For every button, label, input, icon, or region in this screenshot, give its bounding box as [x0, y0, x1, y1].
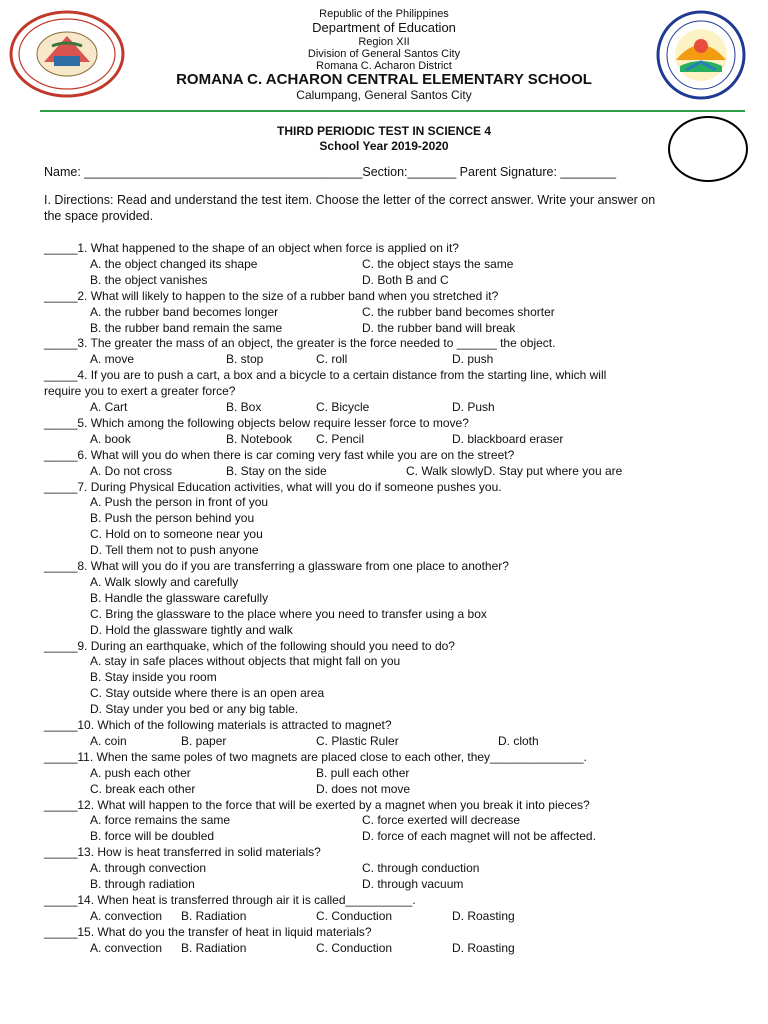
question-3-option: D. push	[452, 352, 494, 367]
question-4-cont: require you to exert a greater force?	[44, 384, 236, 399]
question-4-option: C. Bicycle	[316, 400, 370, 414]
question-12-option: D. force of each magnet will not be affected.	[362, 829, 596, 844]
student-info-line: Name: ________________________________________Section:_______ Parent Signature: ________	[44, 165, 617, 179]
question-9-option: B. Stay inside you room	[90, 670, 217, 685]
question-13-option: A. through convection	[90, 861, 207, 876]
question-1-option: C. the object stays the same	[362, 256, 514, 271]
directions-line-2: the space provided.	[44, 209, 154, 223]
directions-number: I	[44, 193, 48, 207]
question-15: _____15. What do you the transfer of heat in liquid materials?	[44, 924, 372, 939]
address-line: Calumpang, General Santos City	[296, 88, 472, 102]
question-5-option: C. Pencil	[316, 431, 365, 446]
question-14-option: D. Roasting	[452, 908, 515, 923]
question-11-option: B. pull each other	[316, 765, 410, 780]
question-4-option: D. Push	[452, 400, 495, 414]
question-2-option: B. the rubber band remain the same	[90, 320, 283, 335]
question-11-option: A. push each other	[90, 765, 191, 780]
question-12: _____12. What will happen to the force that will be exerted by a magnet when you break it into pieces?	[44, 797, 590, 812]
directions-text: . Directions: Read and understand the test item. Choose the letter of the correct answer. Write your answer on	[47, 193, 656, 207]
question-10-option: B. paper	[181, 733, 227, 748]
question-7-option: B. Push the person behind you	[90, 511, 255, 526]
question-8-option: C. Bring the glassware to the place where you need to transfer using a box	[90, 606, 487, 621]
question-3-option: C. roll	[316, 352, 348, 367]
question-6-option: A. Do not cross	[90, 463, 173, 478]
question-14-option: A. convection	[90, 908, 163, 923]
question-15-option: D. Roasting	[452, 940, 515, 955]
question-13: _____13. How is heat transferred in solid materials?	[44, 845, 321, 860]
region-line: Region XII	[358, 36, 410, 48]
question-2-option: A. the rubber band becomes longer	[90, 304, 279, 319]
question-3-option: A. move	[90, 352, 135, 367]
question-10-option: A. coin	[90, 733, 127, 748]
question-1-option: D. Both B and C	[362, 272, 449, 287]
question-7-option: A. Push the person in front of you	[90, 495, 269, 510]
question-8-option: D. Hold the glassware tightly and walk	[90, 622, 293, 637]
question-8-option: A. Walk slowly and carefully	[90, 574, 239, 589]
question-8-option: B. Handle the glassware carefully	[90, 590, 269, 605]
question-4: _____4. If you are to push a cart, a box and a bicycle to a certain distance from the starting line, which will	[44, 368, 607, 383]
question-2-option: C. the rubber band becomes shorter	[362, 304, 555, 319]
question-14-option: B. Radiation	[181, 908, 247, 923]
question-13-option: B. through radiation	[90, 877, 195, 891]
question-10-option: D. cloth	[498, 733, 539, 748]
question-11-option: D. does not move	[316, 781, 411, 796]
question-3: _____3. The greater the mass of an object, the greater is the force needed to ______ the object.	[44, 336, 556, 351]
header-divider	[40, 110, 745, 112]
question-2-option: D. the rubber band will break	[362, 320, 516, 335]
question-6-option: C. Walk slowlyD. Stay put where you are	[406, 463, 623, 478]
question-9: _____9. During an earthquake, which of the following should you need to do?	[44, 638, 455, 653]
republic-line: Republic of the Philippines	[319, 8, 449, 20]
directions-line-1	[44, 192, 655, 208]
question-1-option: B. the object vanishes	[90, 272, 208, 287]
school-name: ROMANA C. ACHARON CENTRAL ELEMENTARY SCHOOL	[176, 71, 592, 88]
question-5-option: D. blackboard eraser	[452, 431, 564, 446]
department-line: Department of Education	[312, 20, 456, 35]
question-1-option: A. the object changed its shape	[90, 256, 258, 271]
question-9-option: D. Stay under you bed or any big table.	[90, 702, 299, 717]
question-9-option: A. stay in safe places without objects that might fall on you	[90, 654, 401, 669]
question-10-option: C. Plastic Ruler	[316, 733, 399, 748]
question-11: _____11. When the same poles of two magnets are placed close to each other, they______________.	[44, 749, 587, 764]
question-7: _____7. During Physical Education activities, what will you do if someone pushes you.	[44, 479, 502, 494]
question-11-option: C. break each other	[90, 781, 196, 796]
question-6: _____6. What will you do when there is car coming very fast while you are on the street?	[44, 447, 515, 462]
question-4-option: B. Box	[226, 400, 262, 414]
question-8: _____8. What will you do if you are transferring a glassware from one place to another?	[44, 559, 509, 573]
district-line: Romana C. Acharon District	[316, 60, 452, 72]
question-4-option: A. Cart	[90, 400, 128, 414]
question-15-option: B. Radiation	[181, 940, 247, 955]
question-12-option: C. force exerted will decrease	[362, 813, 521, 828]
division-line: Division of General Santos City	[307, 48, 461, 60]
question-7-option: D. Tell them not to push anyone	[90, 543, 259, 558]
question-13-option: C. through conduction	[362, 861, 480, 876]
question-14-option: C. Conduction	[316, 908, 393, 923]
question-14: _____14. When heat is transferred through air it is called__________.	[44, 892, 416, 907]
question-2: _____2. What will likely to happen to the size of a rubber band when you stretched it?	[44, 288, 499, 303]
question-15-option: C. Conduction	[316, 940, 393, 955]
question-3-option: B. stop	[226, 352, 264, 367]
question-1: _____1. What happened to the shape of an object when force is applied on it?	[44, 241, 459, 255]
question-12-option: B. force will be doubled	[90, 829, 215, 844]
test-title: THIRD PERIODIC TEST IN SCIENCE 4	[276, 124, 492, 138]
question-9-option: C. Stay outside where there is an open area	[90, 686, 325, 701]
question-5-option: A. book	[90, 431, 131, 446]
score-oval	[668, 116, 748, 182]
question-7-option: C. Hold on to someone near you	[90, 527, 263, 542]
school-year: School Year 2019-2020	[319, 139, 449, 153]
question-5: _____5. Which among the following objects below require lesser force to move?	[44, 415, 469, 430]
question-12-option: A. force remains the same	[90, 813, 231, 828]
question-13-option: D. through vacuum	[362, 877, 464, 891]
question-10: _____10. Which of the following materials is attracted to magnet?	[44, 718, 392, 732]
question-5-option: B. Notebook	[226, 431, 293, 446]
question-6-option: B. Stay on the side	[226, 463, 327, 478]
question-15-option: A. convection	[90, 940, 163, 955]
